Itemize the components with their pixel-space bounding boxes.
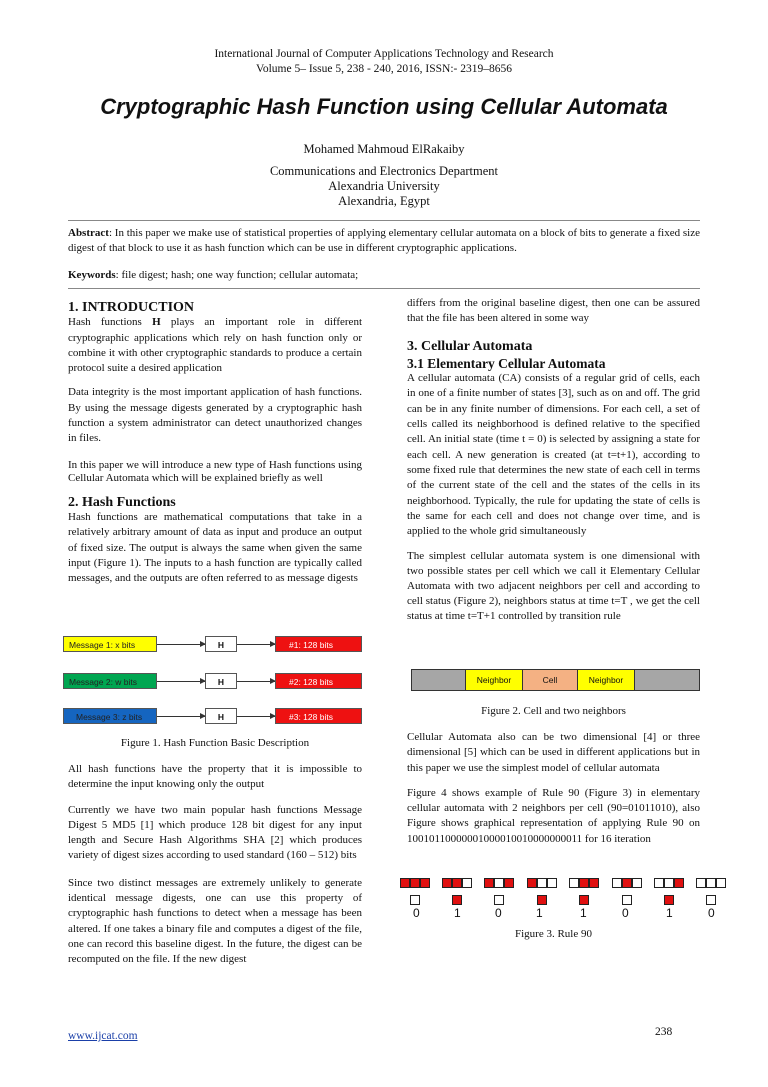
- fig2-outer-cell-left: [412, 670, 465, 690]
- fig3-result-cell: [410, 895, 420, 905]
- fig3-result-cell: [494, 895, 504, 905]
- fig3-pattern-cell: [527, 878, 537, 888]
- fig1-message-1-box: Message 1: x bits: [63, 636, 157, 652]
- fig1-arrow: [237, 644, 275, 645]
- top-rule: [68, 220, 700, 221]
- fig1-h-box-1: H: [205, 636, 237, 652]
- fig3-bit-label: 1: [666, 906, 673, 920]
- hash-paragraph-1: Hash functions are mathematical computations that take in a relatively arbitrary amount of data as input and produce an output of fixed size. The output is always the same when given the same input (Figure 1). The inputs to a hash function are typically called messages, and the outputs are often referred to as message digests: [68, 510, 362, 585]
- footer-link[interactable]: www.ijcat.com: [68, 1030, 138, 1042]
- fig3-result-cell: [452, 895, 462, 905]
- paper-title: Cryptographic Hash Function using Cellular Automata: [100, 94, 668, 119]
- fig2-cell: Cell: [523, 670, 577, 690]
- right-column-lower: [407, 730, 700, 847]
- fig3-pattern-cell: [716, 878, 726, 888]
- heading-introduction: 1. INTRODUCTION: [68, 300, 195, 315]
- fig3-pattern-cell: [654, 878, 664, 888]
- fig3-pattern-cell: [547, 878, 557, 888]
- fig1-h-box-3: H: [205, 708, 237, 724]
- author-dept: Communications and Electronics Department: [269, 164, 499, 178]
- fig3-pattern-cell: [579, 878, 589, 888]
- fig3-pattern-cell: [674, 878, 684, 888]
- fig3-bit-label: 0: [413, 906, 420, 920]
- left-column-lower: [68, 762, 362, 968]
- intro-paragraph-3: In this paper we will introduce a new type of Hash functions using Cellular Automata which will be explained briefly as well: [68, 458, 362, 485]
- fig2-neighbor-left: Neighbor: [465, 670, 523, 690]
- figure-2-caption: Figure 2. Cell and two neighbors: [481, 705, 626, 717]
- fig3-pattern-cell: [504, 878, 514, 888]
- author-univ: Alexandria University: [328, 179, 440, 193]
- fig3-pattern-cell: [622, 878, 632, 888]
- hash-paragraph-4: Since two distinct messages are extremely unlikely to generate identical message digests, one can use this property of cryptographic hash functions to detect when a message has been altered. If one takes a binary file and computes a digest of the file, one can record this baseline digest. In the future, the digest can be recomputed on the file. If the new digest: [68, 876, 362, 966]
- fig3-bit-label: 0: [622, 906, 629, 920]
- fig3-result-cell: [579, 895, 589, 905]
- page-number: 238: [655, 1026, 673, 1038]
- intro-paragraph-2: Data integrity is the most important application of hash functions. By using the message digests generated by a cryptographic hash function a system administrator can detect unauthorized changes in files.: [68, 386, 362, 445]
- left-column: [68, 300, 362, 586]
- fig3-pattern-cell: [420, 878, 430, 888]
- right-column: [407, 296, 700, 624]
- fig3-bit-label: 1: [454, 906, 461, 920]
- heading-elementary-ca: 3.1 Elementary Cellular Automata: [407, 355, 606, 371]
- fig3-result-cell: [706, 895, 716, 905]
- fig1-arrow: [157, 681, 205, 682]
- fig3-pattern-cell: [706, 878, 716, 888]
- ca-paragraph-2: The simplest cellular automata system is one dimensional with two possible states per cell which we call it Elementary Cellular Automata with two adjacent neighbors per cell and according to cell status (Figure 2), neighbors status at time t=T , we get the cell status at time t=T+1 controlled by transition rule: [407, 550, 700, 623]
- fig1-output-3-box: #3: 128 bits: [275, 708, 362, 724]
- fig1-output-1-box: #1: 128 bits: [275, 636, 362, 652]
- heading-hash-functions: 2. Hash Functions: [68, 494, 176, 510]
- figure-3-caption: Figure 3. Rule 90: [515, 928, 592, 940]
- fig1-arrow: [237, 681, 275, 682]
- fig3-pattern-cell: [484, 878, 494, 888]
- fig3-pattern-cell: [410, 878, 420, 888]
- keywords-text: : file digest; hash; one way function; cellular automata;: [115, 269, 359, 281]
- journal-line-2: Volume 5– Issue 5, 238 - 240, 2016, ISSN:- 2319–8656: [256, 63, 512, 75]
- keywords: [68, 268, 700, 283]
- abstract: [68, 226, 700, 256]
- journal-line-1: International Journal of Computer Applications Technology and Research: [214, 48, 554, 60]
- hash-paragraph-3: Currently we have two main popular hash functions Message Digest 5 MD5 [1] which produce 128 bit digest for any input length and Secure Hash Algorithms SHA [2] which produces variety of digest sizes according to used standard (160 – 512) bits: [68, 803, 362, 862]
- intro-paragraph-1: Hash functions H plays an important role in different cryptographic applications which rely on hash function only or combine it with other cryptographic standards to produce a certain protocol suite a desired application: [68, 316, 362, 375]
- fig1-arrow: [157, 716, 205, 717]
- fig3-bit-label: 1: [580, 906, 587, 920]
- abstract-label: Abstract: [68, 227, 109, 239]
- fig1-output-2-box: #2: 128 bits: [275, 673, 362, 689]
- fig3-pattern-cell: [400, 878, 410, 888]
- fig3-result-cell: [664, 895, 674, 905]
- fig3-bit-label: 1: [536, 906, 543, 920]
- abstract-text: : In this paper we make use of statistical properties of applying elementary cellular automata on a block of bits to generate a fixed size digest of that block to use it as hash function which can be use in different cryptographic applications.: [68, 227, 700, 254]
- ca-paragraph-0: differs from the original baseline digest, then one can be assured that the file has been altered in some way: [407, 297, 700, 325]
- author-name: Mohamed Mahmoud ElRakaiby: [303, 142, 465, 156]
- fig3-pattern-cell: [589, 878, 599, 888]
- fig3-pattern-cell: [452, 878, 462, 888]
- ca-paragraph-4: Figure 4 shows example of Rule 90 (Figure 3) in elementary cellular automata with 2 neighbors per cell (90=01011010), also Figure shows graphical representation of applying Rule 90 on 10010110000001000010010000000011 for 16 iteration: [407, 786, 700, 845]
- fig3-pattern-cell: [442, 878, 452, 888]
- fig3-pattern-cell: [664, 878, 674, 888]
- fig1-arrow: [157, 644, 205, 645]
- fig1-arrow: [237, 716, 275, 717]
- fig3-pattern-cell: [696, 878, 706, 888]
- hash-paragraph-2: All hash functions have the property that it is impossible to determine the input knowing only the output: [68, 763, 362, 791]
- keywords-label: Keywords: [68, 269, 116, 281]
- fig1-message-2-box: Message 2: w bits: [63, 673, 157, 689]
- fig3-result-cell: [622, 895, 632, 905]
- ca-paragraph-1: A cellular automata (CA) consists of a regular grid of cells, each in one of a finite number of states [3], such as on and off. The grid can be in any finite number of dimensions. For each cell, a set of cells called its neighborhood is defined relative to the specified cell. An initial state (time t = 0) is selected by assigning a state for each cell. A new generation is created (at t=t+1), according to some fixed rule that determines the new state of each cell in terms of the current state of the cell and the states of the cells in its neighborhood. Typically, the rule for updating the state of cells is the same for each cell and does not change over time, and is applied to the whole grid simultaneously: [407, 372, 700, 538]
- fig3-pattern-cell: [569, 878, 579, 888]
- author-city: Alexandria, Egypt: [338, 194, 430, 208]
- fig1-h-box-2: H: [205, 673, 237, 689]
- fig1-message-3-box: Message 3: z bits: [63, 708, 157, 724]
- ca-paragraph-3: Cellular Automata also can be two dimensional [4] or three dimensional [5] which can be used in different applications but in this paper we use the simplest model of cellular automata: [407, 731, 700, 774]
- heading-cellular-automata: 3. Cellular Automata: [407, 338, 533, 354]
- fig3-pattern-cell: [462, 878, 472, 888]
- fig3-pattern-cell: [632, 878, 642, 888]
- fig2-neighbor-right: Neighbor: [577, 670, 635, 690]
- fig3-pattern-cell: [612, 878, 622, 888]
- fig3-result-cell: [537, 895, 547, 905]
- fig3-pattern-cell: [537, 878, 547, 888]
- figure-1-caption: Figure 1. Hash Function Basic Description: [120, 737, 310, 749]
- keywords-rule: [68, 288, 700, 289]
- fig2-outer-cell-right: [635, 670, 699, 690]
- fig3-bit-label: 0: [708, 906, 715, 920]
- fig3-pattern-cell: [494, 878, 504, 888]
- fig3-bit-label: 0: [495, 906, 502, 920]
